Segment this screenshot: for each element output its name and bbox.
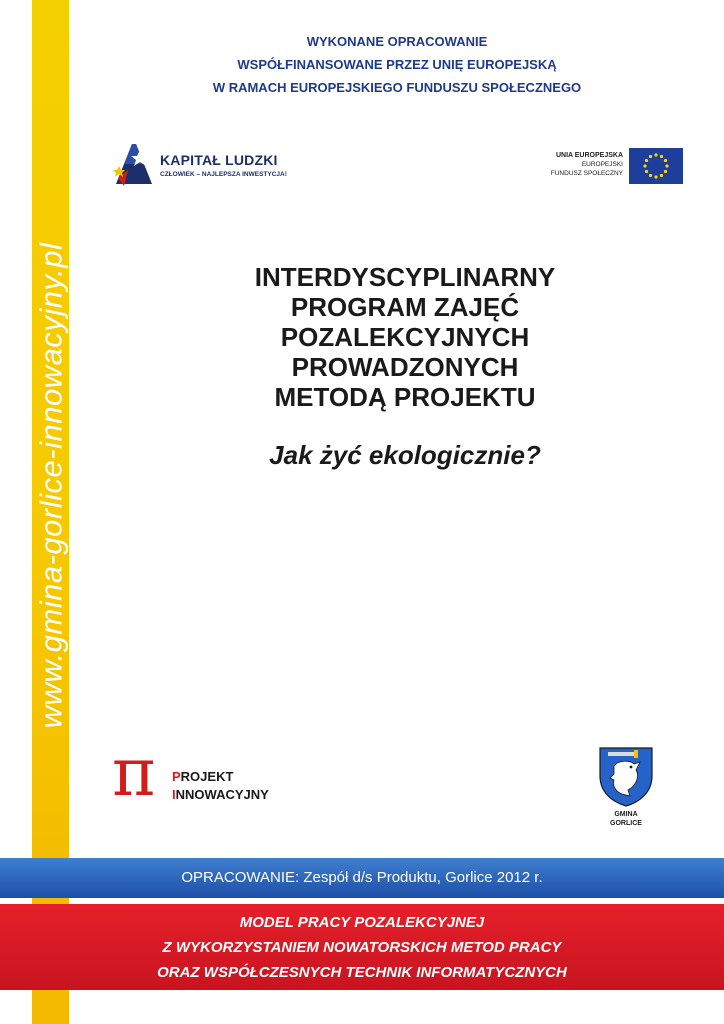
funding-heading-line3: W RAMACH EUROPEJSKIEGO FUNDUSZU SPOŁECZNEGO xyxy=(212,80,582,95)
pi-rest-projekt: ROJEKT xyxy=(180,769,234,784)
gmina-label-line2: GORLICE xyxy=(610,820,642,827)
model-description xyxy=(0,910,724,985)
eu-flag-icon xyxy=(629,148,683,184)
title-line2: PROGRAM ZAJĘĆ xyxy=(290,292,520,322)
document-subtitle: Jak żyć ekologicznie? xyxy=(269,440,541,470)
kapital-ludzki-tagline: CZŁOWIEK – NAJLEPSZA INWESTYCJA! xyxy=(160,171,287,178)
title-line5: METODĄ PROJEKTU xyxy=(274,382,536,412)
eu-line2: EUROPEJSKI xyxy=(581,161,623,168)
side-url-container xyxy=(32,225,69,745)
authors-credit: OPRACOWANIE: Zespół d/s Produktu, Gorlice 2012 r. xyxy=(181,869,543,886)
model-line1: MODEL PRACY POZALEKCYJNEJ xyxy=(239,914,485,931)
projekt-innowacyjny-logo xyxy=(112,734,312,812)
side-url-text: www.gmina-gorlice-innowacyjny.pl xyxy=(33,242,68,729)
kapital-ludzki-logo xyxy=(110,140,310,190)
funding-heading-line1: WYKONANE OPRACOWANIE xyxy=(306,34,488,49)
pi-initial-p: P xyxy=(172,769,181,784)
model-line2: Z WYKORZYSTANIEM NOWATORSKICH METOD PRACY xyxy=(162,939,562,956)
title-line3: POZALEKCYJNYCH xyxy=(280,322,530,352)
pi-symbol-icon: π xyxy=(112,734,156,811)
projekt-innowacyjny-text xyxy=(172,768,269,804)
eu-fund-text xyxy=(551,151,623,178)
funding-heading xyxy=(70,30,724,99)
document-title xyxy=(230,262,580,412)
pi-rest-innowacyjny: NNOWACYJNY xyxy=(175,787,269,802)
model-line3: ORAZ WSPÓŁCZESNYCH TECHNIK INFORMATYCZNYCH xyxy=(157,964,567,981)
eu-line3: FUNDUSZ SPOŁECZNY xyxy=(550,170,623,177)
pi-text-line2 xyxy=(172,786,269,804)
eu-line1: UNIA EUROPEJSKA xyxy=(555,152,623,159)
gmina-gorlice-logo xyxy=(596,742,656,832)
eu-fund-logo xyxy=(540,148,685,184)
funding-heading-line2: WSPÓŁFINANSOWANE PRZEZ UNIĘ EUROPEJSKĄ xyxy=(237,57,557,72)
gmina-gorlice-label xyxy=(596,810,656,828)
title-line4: PROWADZONYCH xyxy=(291,352,519,382)
gorlice-coat-of-arms-icon xyxy=(596,742,656,808)
bottom-yellow-bar xyxy=(32,990,69,1024)
gmina-label-line1: GMINA xyxy=(614,811,638,818)
kapital-ludzki-name: KAPITAŁ LUDZKI xyxy=(160,152,278,168)
bottom-white-strip xyxy=(0,990,724,1024)
title-line1: INTERDYSCYPLINARNY xyxy=(254,262,556,292)
kapital-ludzki-emblem-icon xyxy=(110,140,158,190)
pi-initial-i: I xyxy=(172,787,176,802)
pi-text-line1 xyxy=(172,768,269,786)
